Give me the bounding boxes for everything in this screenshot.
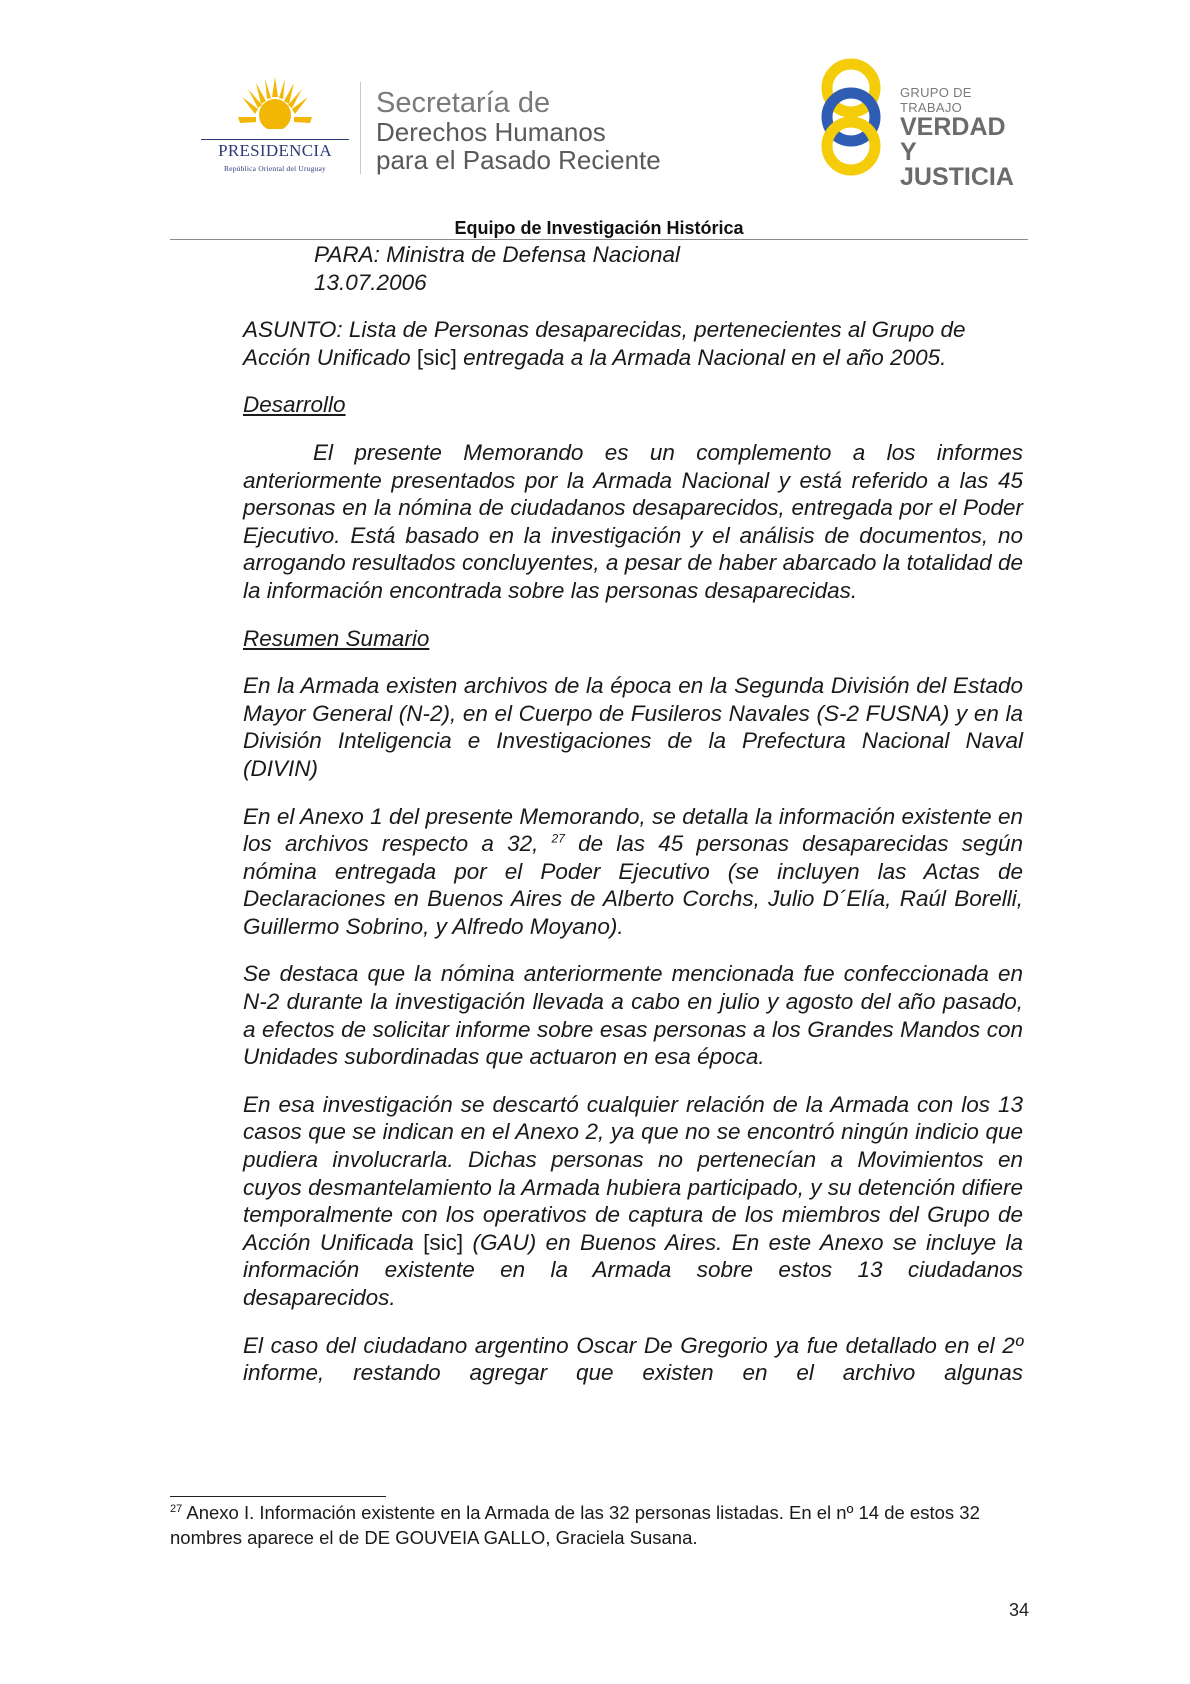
asunto-sic: [sic] [416,344,457,370]
p4-text-2: (GAU) en Buenos Aires. En este Anexo se incluye la información existente en la Armada sobre estos 13 ciudadanos desaparecidos. [243,1229,1023,1310]
memo-asunto [243,316,1023,371]
secretaria-line2: Derechos Humanos [376,117,606,147]
memo-body [243,241,1023,1387]
desarrollo-heading: Desarrollo [243,392,346,418]
asunto-text-1: ASUNTO: Lista de Personas desaparecidas, pertenecientes al Grupo de Acción Unificado [243,317,966,370]
desarrollo-paragraph: El presente Memorando es un complemento a los informes anteriormente presentados por la Armada Nacional y está referido a las 45 personas en la nómina de ciudadanos desaparecidos, entregada por el Poder Ejecutivo. Está basado en la investigación y el análisis de documentos, no arrogando resultados concluyentes, a pesar de haber abarcado la totalidad de la información encontrada sobre las personas desaparecidas. [243,439,1023,603]
p2-text-1: En el Anexo 1 del presente Memorando, se detalla la información existente en los archivos respecto a 32, [243,803,1023,857]
footnote [170,1500,1030,1550]
resumen-paragraph-2 [243,803,1023,941]
secretaria-line1: Secretaría de [376,87,551,119]
presidencia-subtitle: República Oriental del Uruguay [223,164,326,173]
memo-recipient-block [243,241,1023,296]
verdad-label: VERDAD Y [900,113,1006,166]
justicia-label: JUSTICIA [900,163,1014,191]
secretaria-line3: para el Pasado Reciente [376,145,661,175]
rings-icon [818,55,890,180]
header-rule [170,239,1028,240]
footnote-reference[interactable]: 27 [551,831,565,846]
page-number: 34 [1008,1600,1029,1620]
header-team-title: Equipo de Investigación Histórica [454,218,744,238]
footnote-rule [170,1496,386,1497]
secretaria-logo [376,88,661,174]
grupo-trabajo-label: GRUPO DE TRABAJO [900,85,972,115]
presidencia-rule [201,139,349,140]
presidencia-logo [195,75,355,175]
page-header [0,0,1190,240]
resumen-paragraph-4 [243,1091,1023,1312]
asunto-text-2: entregada a la Armada Nacional en el año 2005. [456,344,947,370]
resumen-paragraph-1: En la Armada existen archivos de la época en la Segunda División del Estado Mayor General (N-2), en el Cuerpo de Fusileros Navales (S-2 FUSNA) y en la División Inteligencia e Investigaciones de la Prefectura Nacional Naval (DIVIN) [243,673,1023,781]
p4-text-1: En esa investigación se descartó cualquier relación de la Armada con los 13 casos que se indican en el Anexo 2, ya que no se encontró ningún indicio que pudiera involucrarla. Dichas personas no pertenecían a Movimientos en cuyos desmantelamiento la Armada hubiera participado, y su detención difiere temporalmente con los operativos de captura de los miembros del Grupo de Acción Unificada [243,1091,1023,1255]
footnote-text: Anexo I. Información existente en la Armada de las 32 personas listadas. En el nº 14 de estos 32 nombres aparece el de DE GOUVEIA GALLO, Graciela Susana. [170,1502,980,1548]
verdad-justicia-logo [818,55,1028,191]
sun-icon [238,75,312,139]
verdad-justicia-text [900,85,1028,190]
memo-date: 13.07.2006 [314,269,427,295]
resumen-paragraph-5: El caso del ciudadano argentino Oscar De Gregorio ya fue detallado en el 2º informe, restando agregar que existen en el archivo algunas [243,1332,1023,1386]
presidencia-name: PRESIDENCIA [218,141,332,160]
footnote-number: 27 [170,1502,183,1515]
p4-sic: [sic] [423,1229,464,1255]
resumen-heading: Resumen Sumario [243,625,430,651]
resumen-paragraph-3: Se destaca que la nómina anteriormente mencionada fue confeccionada en N-2 durante la investigación llevada a cabo en julio y agosto del año pasado, a efectos de solicitar informe sobre esas personas a los Grandes Mandos con Unidades subordinadas que actuaron en esa época. [243,961,1023,1070]
p2-text-2: de las 45 personas desaparecidas según nómina entregada por el Poder Ejecutivo (se incluyen las Actas de Declaraciones en Buenos Aires de Alberto Corchs, Julio D´Elía, Raúl Borelli, Guillermo Sobrino, y Alfredo Moyano). [243,831,1023,939]
memo-para: PARA: Ministra de Defensa Nacional [314,242,680,267]
logo-divider [360,82,361,174]
